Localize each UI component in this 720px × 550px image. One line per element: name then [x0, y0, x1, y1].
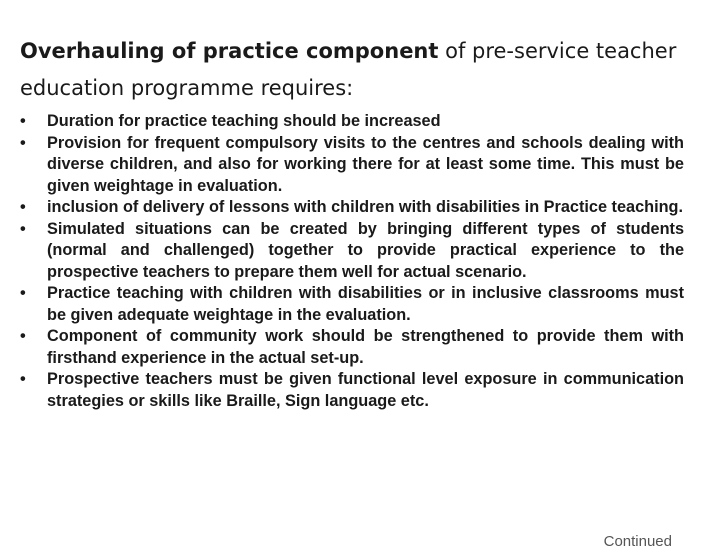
bullet-dot-icon: •: [20, 112, 26, 130]
bullet-item-1: [20, 111, 684, 133]
bullet-text: Simulated situations can be created by bringing different types of students (normal and challenged) together to provide practical experience to the prospective teachers to prepare them well for actual scenario.: [47, 219, 684, 281]
slide-title: [20, 33, 680, 107]
bullet-text: Component of community work should be strengthened to provide them with firsthand experience in the actual set-up.: [47, 327, 684, 367]
bullet-dot-icon: •: [20, 327, 26, 345]
bullet-item-2: [20, 133, 684, 198]
bullet-item-6: [20, 326, 684, 369]
bullet-text: Duration for practice teaching should be increased: [47, 112, 441, 130]
bullet-text: Practice teaching with children with disabilities or in inclusive classrooms must be given adequate weightage in the evaluation.: [47, 284, 684, 324]
bullet-item-3: [20, 197, 684, 219]
bullet-dot-icon: •: [20, 370, 26, 388]
slide-title-rest: of pre-service teacher education programme requires:: [20, 39, 677, 100]
bullet-text: Prospective teachers must be given functional level exposure in communication strategies or skills like Braille, Sign language etc.: [47, 370, 684, 410]
slide-title-bold: Overhauling of practice component: [20, 39, 439, 63]
bullet-dot-icon: •: [20, 219, 26, 238]
bullet-dot-icon: •: [20, 133, 26, 152]
bullet-item-5: [20, 283, 684, 326]
bullet-text: inclusion of delivery of lessons with children with disabilities in Practice teaching.: [47, 198, 684, 216]
bullet-item-4: [20, 219, 684, 284]
bullet-dot-icon: •: [20, 284, 26, 302]
bullet-list: [20, 111, 684, 412]
bullet-text: Provision for frequent compulsory visits to the centres and schools dealing with diverse children, and also for working there for at least some time. This must be given weightage in evaluation.: [47, 133, 684, 195]
bullet-item-7: [20, 369, 684, 412]
continued-footer: Continued: [603, 533, 672, 550]
bullet-dot-icon: •: [20, 198, 26, 216]
